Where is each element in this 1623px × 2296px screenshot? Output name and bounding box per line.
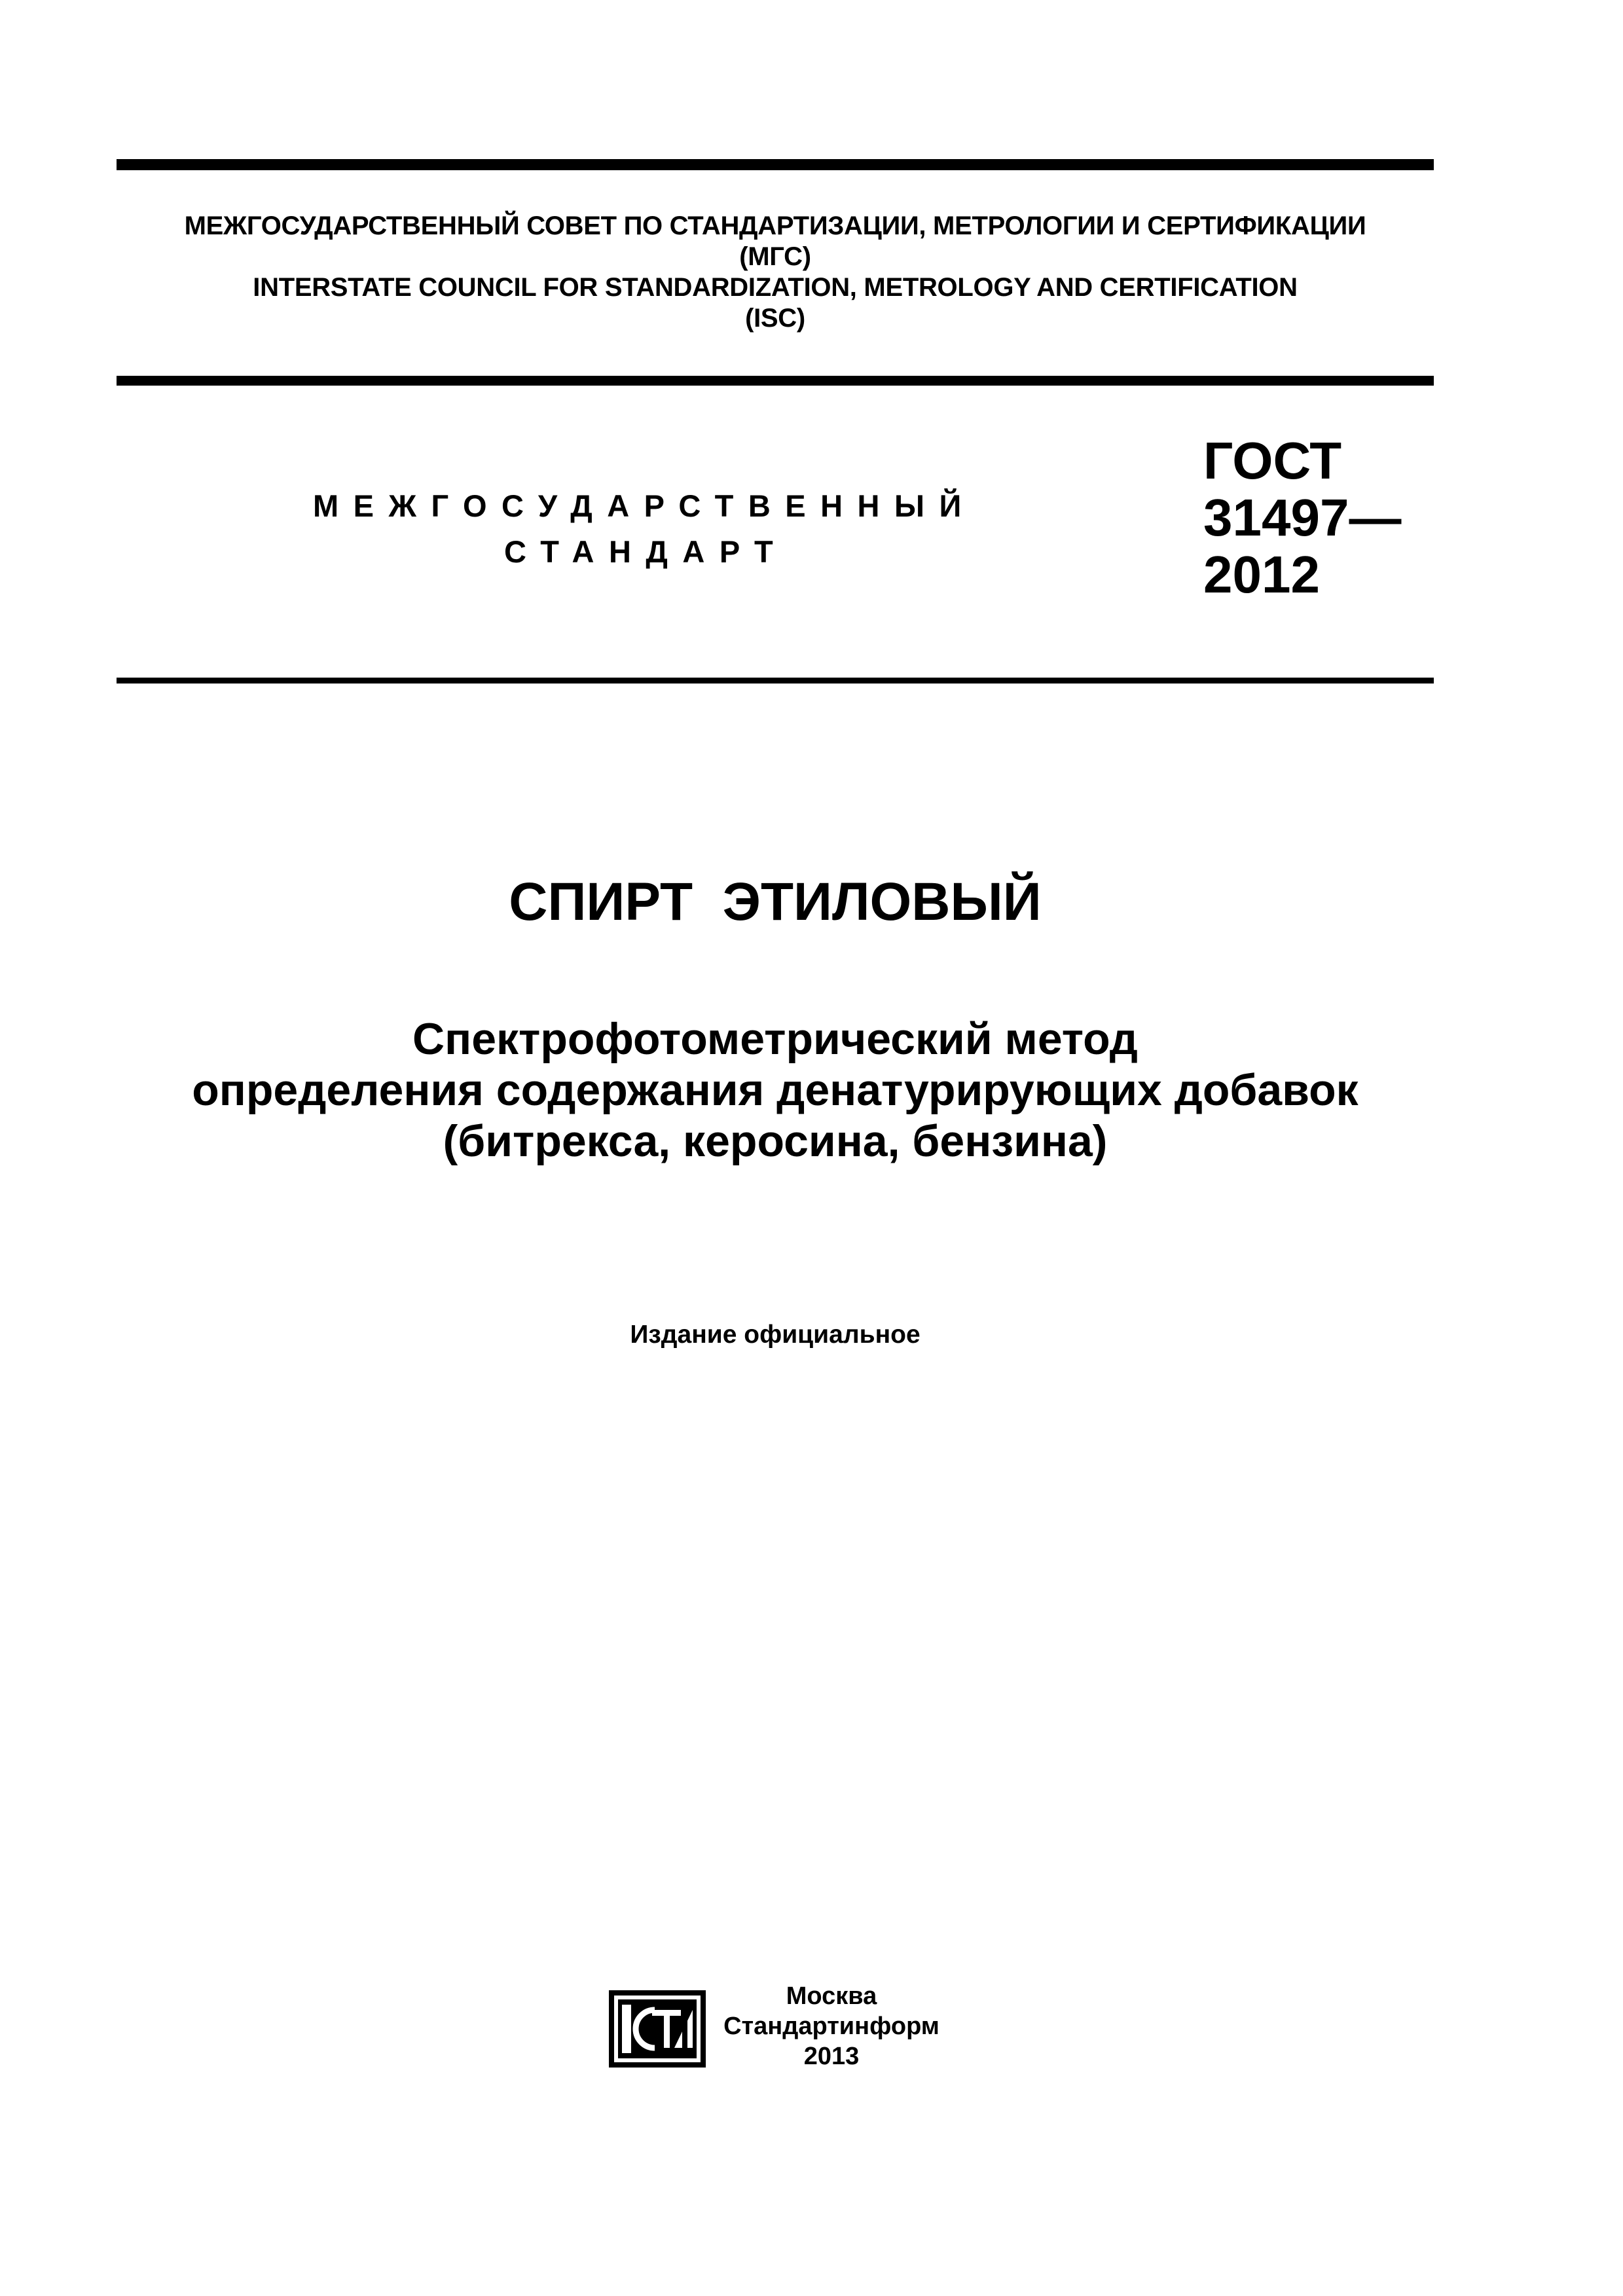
council-header xyxy=(117,211,1434,334)
council-name-en: INTERSTATE COUNCIL FOR STANDARDIZATION, METROLOGY AND CERTIFICATION xyxy=(253,273,1298,302)
publisher-year: 2013 xyxy=(803,2043,860,2070)
subtitle-line2: определения содержания денатурирующих добавок xyxy=(192,1065,1359,1115)
council-abbr-en: (ISC) xyxy=(745,304,805,333)
standard-type xyxy=(313,483,976,575)
middle-rule xyxy=(117,376,1434,386)
publisher-city: Москва xyxy=(786,1982,877,2010)
gost-designation xyxy=(1203,432,1401,603)
publisher-name: Стандартинформ xyxy=(723,2013,939,2040)
council-abbr-ru: (МГС) xyxy=(739,242,811,271)
standard-type-line2: СТАНДАРТ xyxy=(504,534,788,569)
gost-label: ГОСТ xyxy=(1203,431,1342,490)
document-subtitle xyxy=(117,1013,1434,1167)
top-rule xyxy=(117,159,1434,170)
edition-note: Издание официальное xyxy=(630,1321,921,1349)
document-title: СПИРТ ЭТИЛОВЫЙ xyxy=(509,872,1042,932)
subtitle-line1: Спектрофотометрический метод xyxy=(412,1014,1138,1064)
standard-type-line1: МЕЖГОСУДАРСТВЕННЫЙ xyxy=(313,488,976,523)
publisher-block xyxy=(707,1981,956,2071)
council-name-ru: МЕЖГОСУДАРСТВЕННЫЙ СОВЕТ ПО СТАНДАРТИЗАЦИИ, МЕТРОЛОГИИ И СЕРТИФИКАЦИИ xyxy=(184,211,1366,240)
gost-year: 2012 xyxy=(1203,545,1320,604)
bottom-rule xyxy=(117,678,1434,683)
gost-number: 31497— xyxy=(1203,488,1402,547)
subtitle-line3: (битрекса, керосина, бензина) xyxy=(443,1116,1108,1166)
standartinform-logo-icon xyxy=(609,1990,706,2068)
